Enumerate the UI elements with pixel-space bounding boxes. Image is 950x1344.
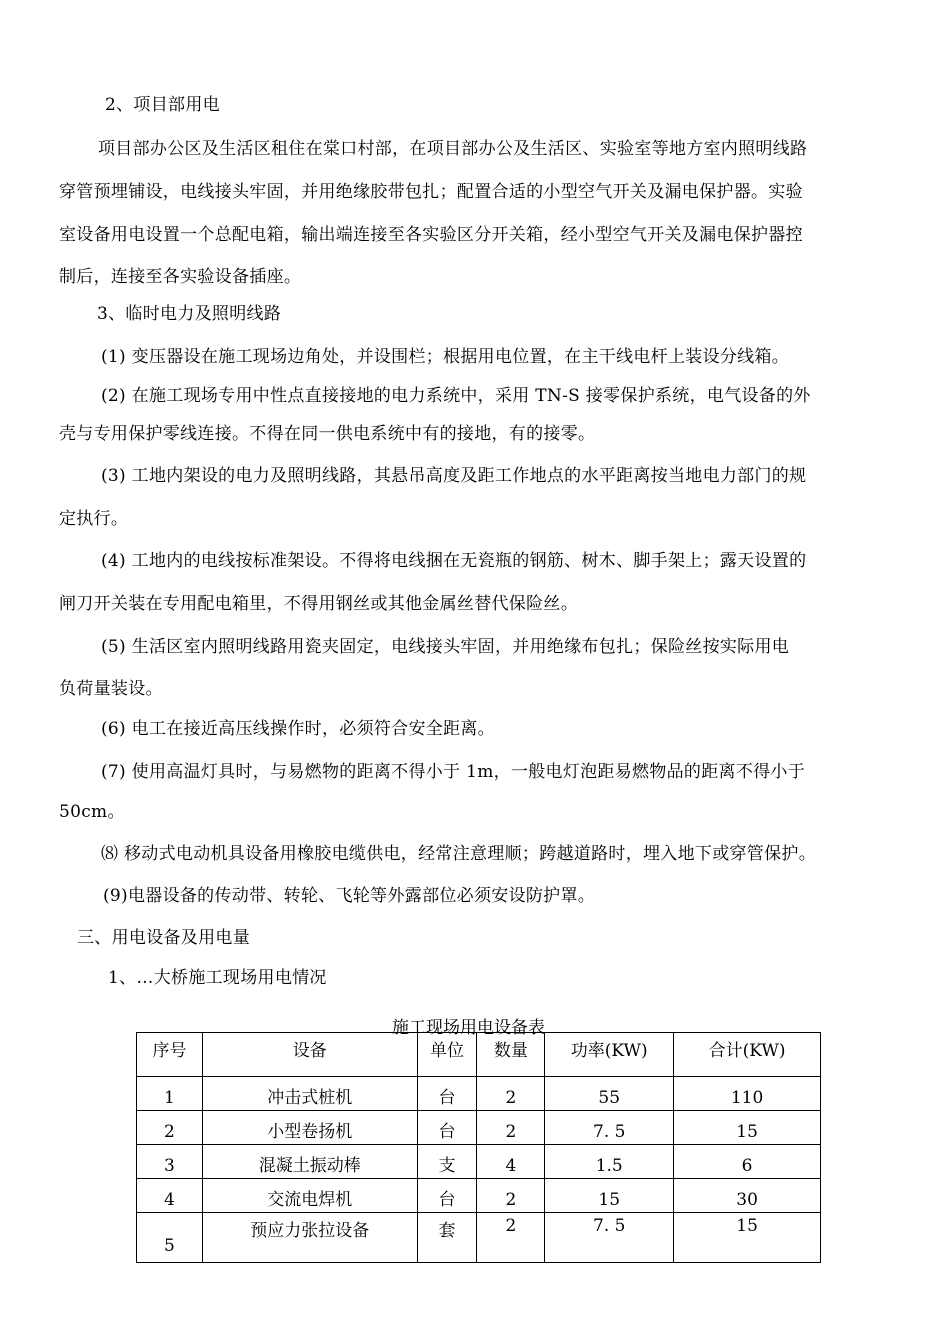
list-item: (4) 工地内的电线按标准架设。不得将电线捆在无瓷瓶的钢筋、树木、脚手架上；露天设置的	[101, 551, 807, 571]
list-item: (6) 电工在接近高压线操作时，必须符合安全距离。	[101, 719, 495, 739]
cell-power: 15	[545, 1179, 674, 1213]
equipment-table	[136, 1032, 821, 1263]
section-heading-project-power: 2、项目部用电	[105, 95, 220, 115]
list-item: ⑻ 移动式电动机具设备用橡胶电缆供电，经常注意理顺；跨越道路时，埋入地下或穿管保护。	[101, 844, 817, 864]
cell-power: 7. 5	[545, 1111, 674, 1145]
list-item-continuation: 50cm。	[59, 802, 125, 822]
cell-equipment: 冲击式桩机	[202, 1077, 417, 1111]
section-heading-temporary-power: 3、临时电力及照明线路	[97, 304, 282, 324]
cell-quantity: 4	[477, 1145, 545, 1179]
cell-total: 110	[674, 1077, 821, 1111]
chapter-heading-equipment: 三、用电设备及用电量	[77, 928, 250, 948]
subsection-heading-bridge-site: 1、…大桥施工现场用电情况	[108, 968, 327, 988]
cell-power: 1.5	[545, 1145, 674, 1179]
cell-quantity: 2	[477, 1213, 545, 1263]
cell-index: 3	[137, 1145, 203, 1179]
table-row	[137, 1077, 821, 1111]
cell-unit: 套	[417, 1213, 477, 1263]
cell-unit: 支	[417, 1145, 477, 1179]
list-item-continuation: 壳与专用保护零线连接。不得在同一供电系统中有的接地，有的接零。	[59, 424, 596, 444]
list-item-continuation: 定执行。	[59, 509, 129, 529]
header-index: 序号	[137, 1033, 203, 1077]
table-row	[137, 1145, 821, 1179]
table-row	[137, 1111, 821, 1145]
cell-equipment: 小型卷扬机	[202, 1111, 417, 1145]
paragraph-line: 穿管预埋铺设，电线接头牢固，并用绝缘胶带包扎；配置合适的小型空气开关及漏电保护器。实验	[59, 182, 803, 202]
header-quantity: 数量	[477, 1033, 545, 1077]
list-item: (1) 变压器设在施工现场边角处，并设围栏；根据用电位置，在主干线电杆上装设分线箱。	[101, 347, 790, 367]
cell-equipment: 混凝土振动棒	[202, 1145, 417, 1179]
header-power: 功率(KW)	[545, 1033, 674, 1077]
cell-total: 15	[674, 1111, 821, 1145]
table-header-row	[137, 1033, 821, 1077]
cell-index: 4	[137, 1179, 203, 1213]
cell-total: 30	[674, 1179, 821, 1213]
table-caption: 施工现场用电设备表	[392, 1018, 545, 1038]
header-equipment: 设备	[202, 1033, 417, 1077]
paragraph-line: 室设备用电设置一个总配电箱，输出端连接至各实验区分开关箱，经小型空气开关及漏电保护器控	[59, 225, 803, 245]
paragraph-line: 项目部办公区及生活区租住在棠口村部，在项目部办公及生活区、实验室等地方室内照明线路	[98, 139, 808, 159]
list-item: (5) 生活区室内照明线路用瓷夹固定，电线接头牢固，并用绝缘布包扎；保险丝按实际用电	[101, 637, 790, 657]
list-item-continuation: 负荷量装设。	[59, 679, 163, 699]
table-row	[137, 1213, 821, 1263]
cell-unit: 台	[417, 1111, 477, 1145]
cell-quantity: 2	[477, 1179, 545, 1213]
cell-unit: 台	[417, 1179, 477, 1213]
list-item: (7) 使用高温灯具时，与易燃物的距离不得小于 1m，一般电灯泡距易燃物品的距离不得小于	[101, 762, 806, 782]
cell-power: 7. 5	[545, 1213, 674, 1263]
cell-quantity: 2	[477, 1111, 545, 1145]
cell-index: 5	[137, 1213, 203, 1263]
cell-total: 6	[674, 1145, 821, 1179]
cell-equipment: 交流电焊机	[202, 1179, 417, 1213]
list-item: (9)电器设备的传动带、转轮、飞轮等外露部位必须安设防护罩。	[103, 886, 596, 906]
header-unit: 单位	[417, 1033, 477, 1077]
header-total: 合计(KW)	[674, 1033, 821, 1077]
cell-equipment: 预应力张拉设备	[202, 1213, 417, 1263]
cell-power: 55	[545, 1077, 674, 1111]
list-item-continuation: 闸刀开关装在专用配电箱里，不得用钢丝或其他金属丝替代保险丝。	[59, 594, 578, 614]
table-row	[137, 1179, 821, 1213]
list-item: (2) 在施工现场专用中性点直接接地的电力系统中，采用 TN-S 接零保护系统，电气设备的外	[101, 386, 811, 406]
cell-unit: 台	[417, 1077, 477, 1111]
cell-index: 1	[137, 1077, 203, 1111]
cell-quantity: 2	[477, 1077, 545, 1111]
cell-index: 2	[137, 1111, 203, 1145]
paragraph-line: 制后，连接至各实验设备插座。	[59, 267, 302, 287]
cell-total: 15	[674, 1213, 821, 1263]
list-item: (3) 工地内架设的电力及照明线路，其悬吊高度及距工作地点的水平距离按当地电力部门的规	[101, 466, 807, 486]
